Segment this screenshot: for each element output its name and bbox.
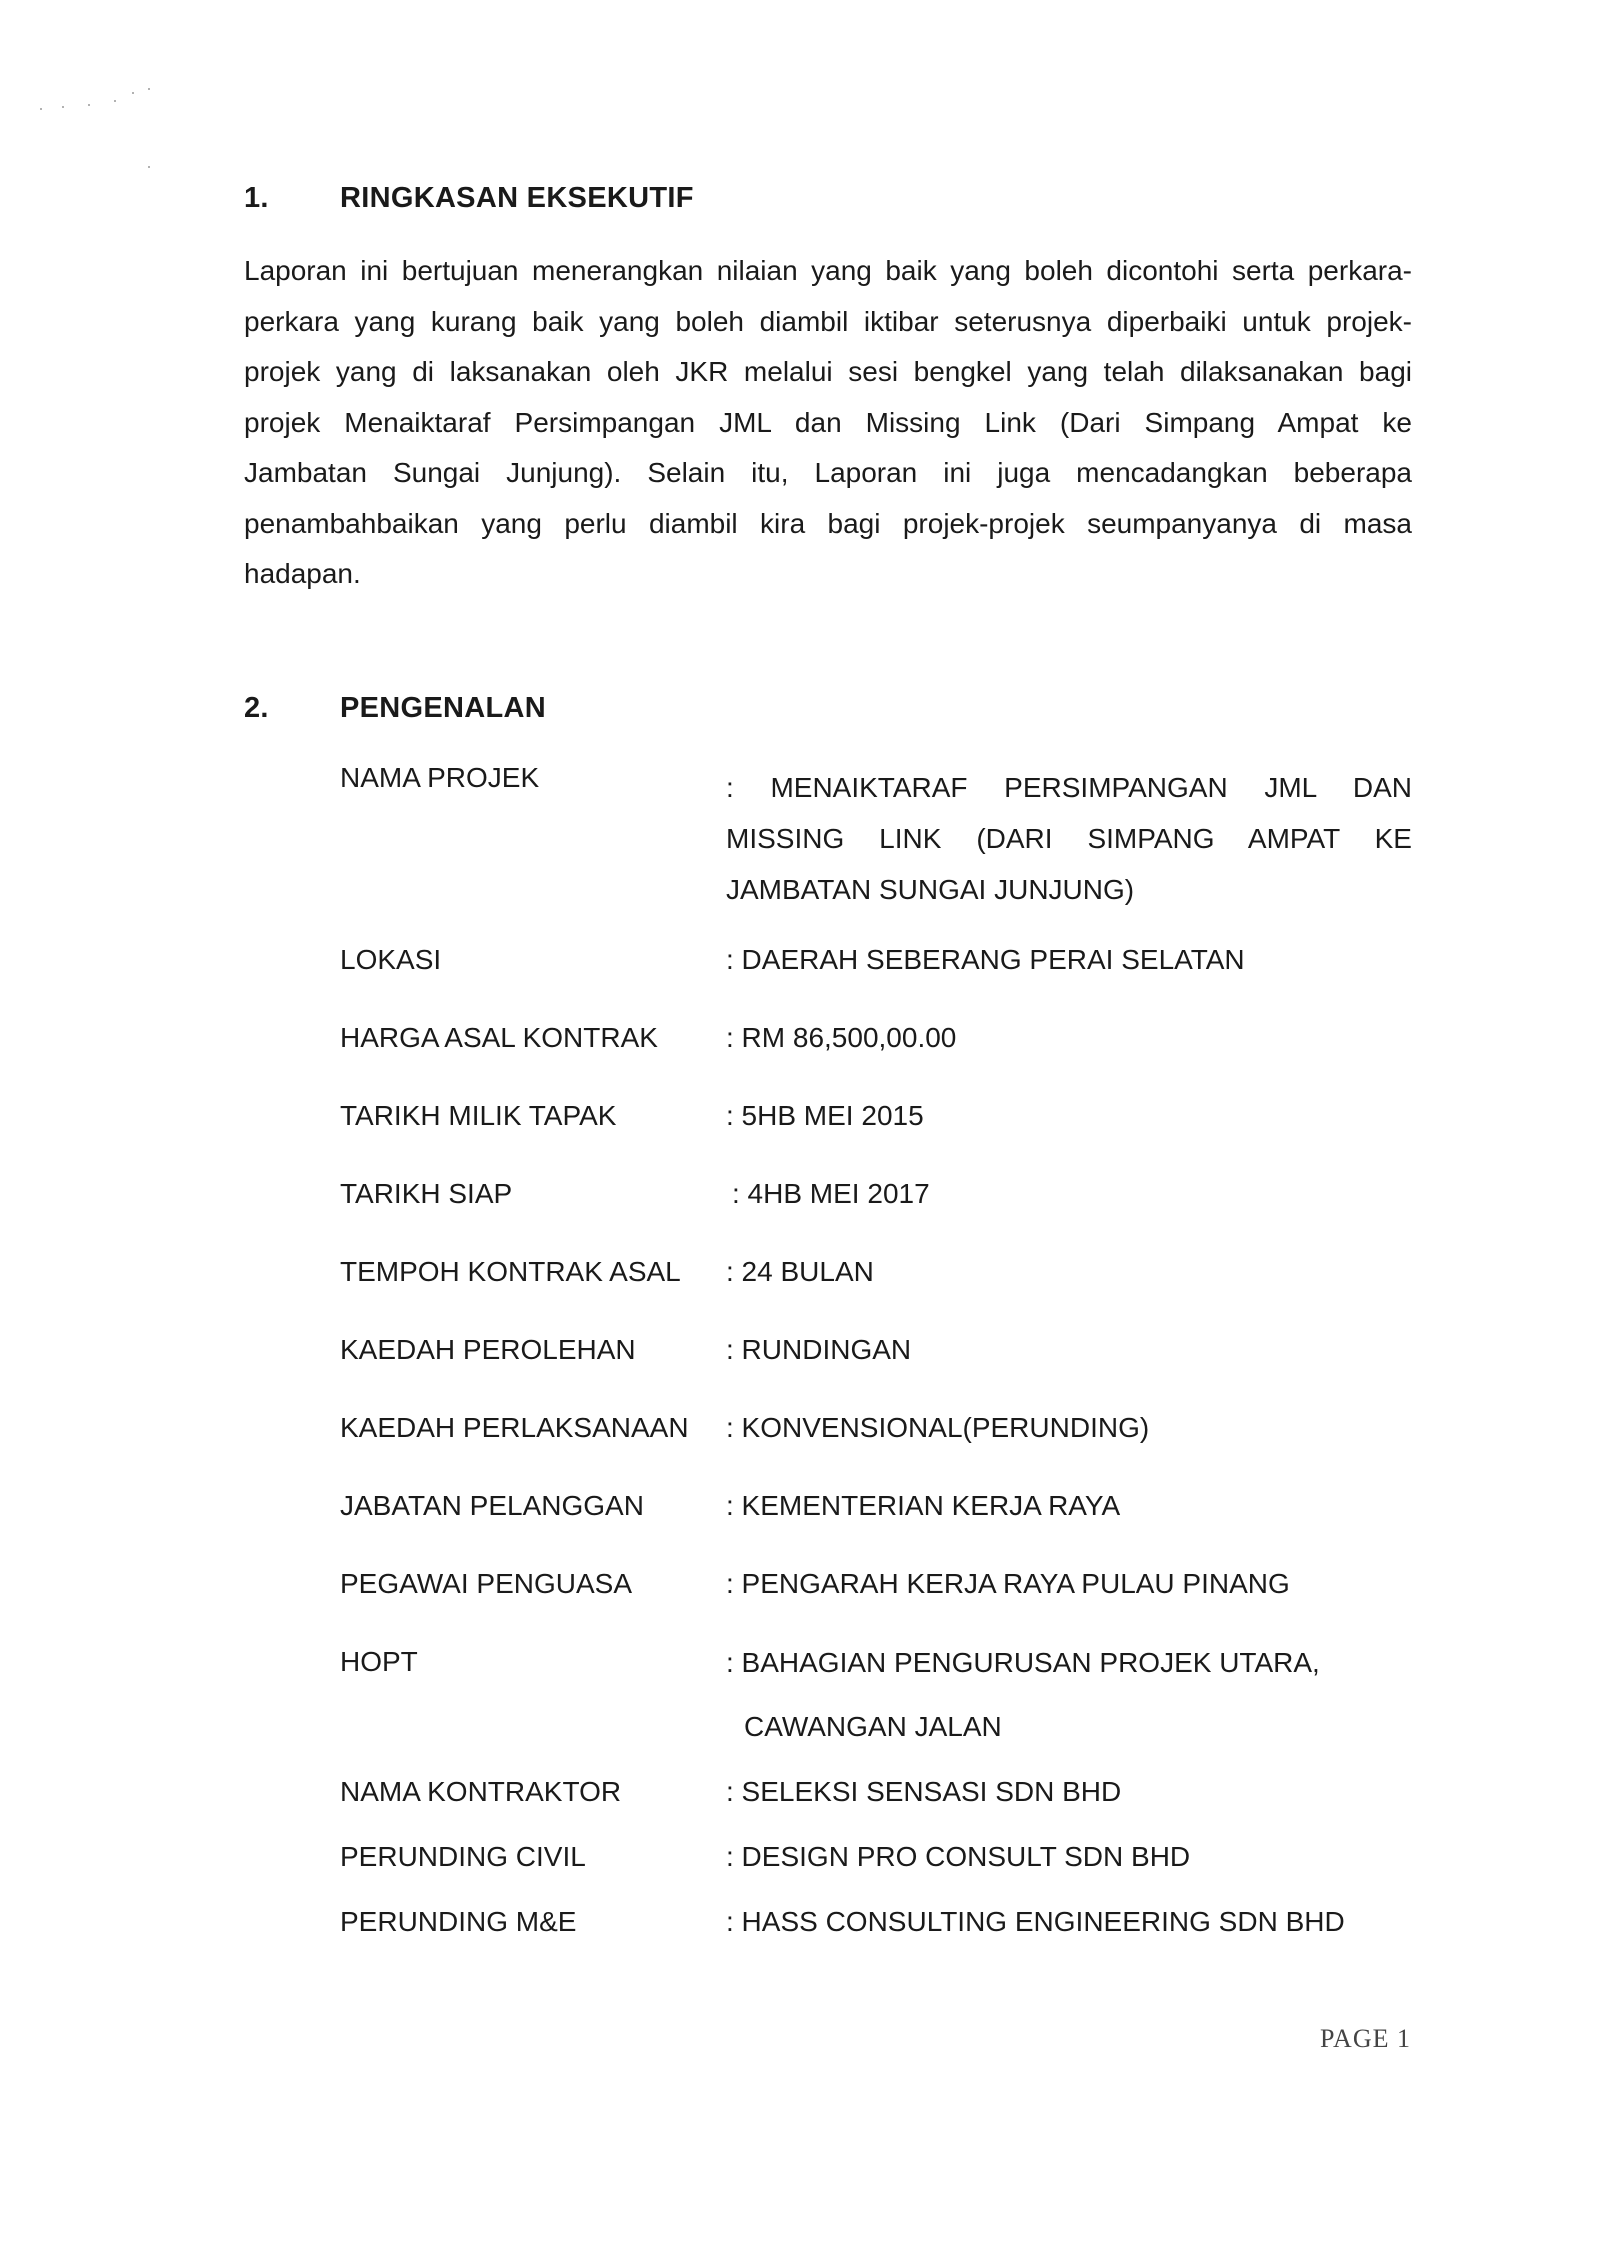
executive-summary-paragraph <box>244 246 1412 600</box>
info-label: NAMA PROJEK <box>340 762 540 793</box>
paragraph-line: perkara yang kurang baik yang boleh diambil iktibar seterusnya diperbaiki untuk projek- <box>244 305 1412 337</box>
info-value-line: MISSING LINK (DARI SIMPANG AMPAT KE <box>726 823 1412 854</box>
info-value-line: : MENAIKTARAF PERSIMPANGAN JML DAN <box>726 772 1412 803</box>
info-label: NAMA KONTRAKTOR <box>340 1776 622 1807</box>
info-value <box>726 1568 1412 1600</box>
info-value-line: : RM 86,500,00.00 <box>726 1022 957 1053</box>
info-value <box>726 1490 1412 1522</box>
scan-speck <box>88 104 90 106</box>
info-value-line: : PENGARAH KERJA RAYA PULAU PINANG <box>726 1568 1290 1599</box>
info-value <box>726 762 1412 915</box>
info-value-line: : DESIGN PRO CONSULT SDN BHD <box>726 1841 1191 1872</box>
paragraph-line: projek yang di laksanakan oleh JKR melalui sesi bengkel yang telah dilaksanakan bagi <box>244 356 1412 387</box>
info-label: LOKASI <box>340 944 442 975</box>
section-1-number: 1. <box>244 182 269 214</box>
info-value <box>732 1178 1418 1210</box>
info-value <box>726 1412 1412 1444</box>
scan-speck <box>132 92 134 94</box>
paragraph-line: Laporan ini bertujuan menerangkan nilaian yang baik yang boleh dicontohi serta perkara- <box>244 255 1412 286</box>
page-number: PAGE 1 <box>1319 2024 1411 2053</box>
info-value-line: : DAERAH SEBERANG PERAI SELATAN <box>726 944 1245 975</box>
info-value <box>726 1100 1412 1132</box>
info-label: PERUNDING M&E <box>340 1906 577 1937</box>
info-label: KAEDAH PERLAKSANAAN <box>340 1412 689 1443</box>
scan-speck <box>62 106 64 108</box>
scan-specks <box>40 70 180 170</box>
info-label: HARGA ASAL KONTRAK <box>340 1022 658 1053</box>
info-label: TARIKH MILIK TAPAK <box>340 1100 617 1131</box>
scan-speck <box>40 108 42 110</box>
info-label: KAEDAH PEROLEHAN <box>340 1334 636 1365</box>
info-label: PEGAWAI PENGUASA <box>340 1568 632 1599</box>
info-value <box>726 1841 1412 1873</box>
section-2-number: 2. <box>244 692 269 724</box>
scan-speck <box>148 88 150 90</box>
info-value-line: : 5HB MEI 2015 <box>726 1100 924 1131</box>
paragraph-line: hadapan. <box>244 558 361 589</box>
info-value-line: : HASS CONSULTING ENGINEERING SDN BHD <box>726 1906 1345 1937</box>
info-value-line: : 24 BULAN <box>726 1256 874 1287</box>
paragraph-line: Jambatan Sungai Junjung). Selain itu, Laporan ini juga mencadangkan beberapa <box>244 457 1412 488</box>
info-value <box>726 1334 1412 1366</box>
info-label: TEMPOH KONTRAK ASAL <box>340 1256 681 1287</box>
info-label: JABATAN PELANGGAN <box>340 1490 644 1521</box>
section-1-title: RINGKASAN EKSEKUTIF <box>340 182 694 214</box>
info-value-line: : BAHAGIAN PENGURUSAN PROJEK UTARA, <box>726 1647 1320 1678</box>
info-value <box>726 1906 1412 1938</box>
info-value <box>726 1022 1412 1054</box>
info-label: HOPT <box>340 1646 418 1677</box>
info-value <box>726 1646 1412 1774</box>
scan-speck <box>114 100 116 102</box>
info-value-line: CAWANGAN JALAN <box>744 1711 1002 1742</box>
info-label: PERUNDING CIVIL <box>340 1841 586 1872</box>
info-value-line: : 4HB MEI 2017 <box>732 1178 930 1209</box>
info-value <box>726 1256 1412 1288</box>
info-value <box>726 1776 1412 1808</box>
info-value-line: : KONVENSIONAL(PERUNDING) <box>726 1412 1150 1443</box>
section-2-title: PENGENALAN <box>340 692 547 724</box>
info-value-line: : KEMENTERIAN KERJA RAYA <box>726 1490 1121 1521</box>
info-value-line: : RUNDINGAN <box>726 1334 912 1365</box>
paragraph-line: projek Menaiktaraf Persimpangan JML dan Missing Link (Dari Simpang Ampat ke <box>244 406 1412 438</box>
info-value-line: JAMBATAN SUNGAI JUNJUNG) <box>726 874 1135 905</box>
section-1-heading <box>244 182 694 215</box>
paragraph-line: penambahbaikan yang perlu diambil kira bagi projek-projek seumpanyanya di masa <box>244 507 1412 539</box>
info-value <box>726 944 1412 976</box>
section-2-heading <box>244 692 546 725</box>
info-value-line: : SELEKSI SENSASI SDN BHD <box>726 1776 1122 1807</box>
scan-speck <box>148 166 150 168</box>
info-label: TARIKH SIAP <box>340 1178 513 1209</box>
